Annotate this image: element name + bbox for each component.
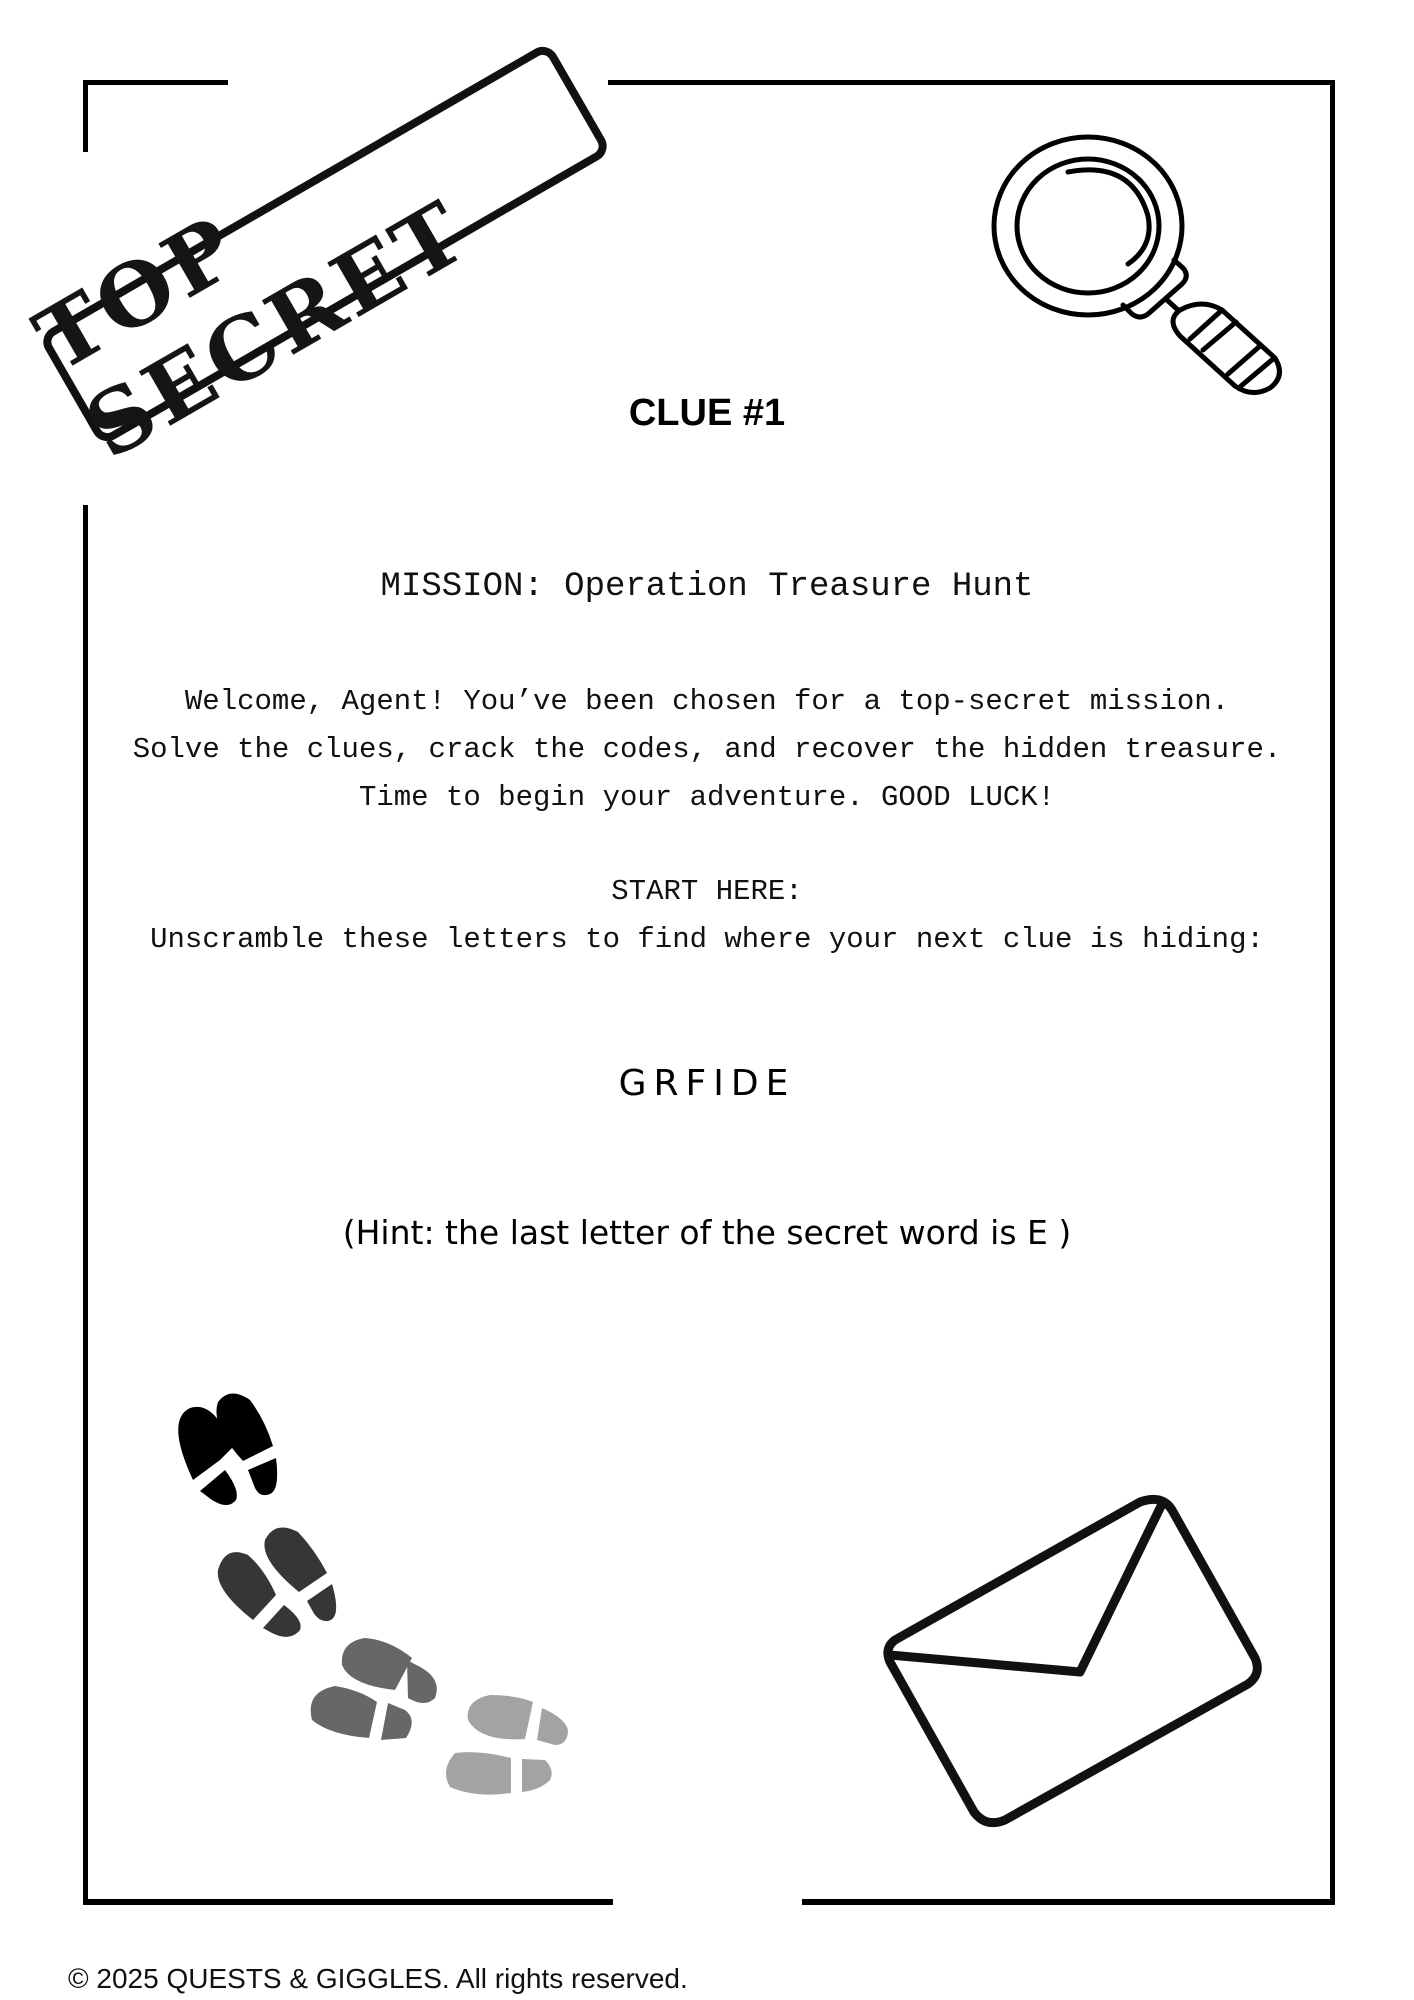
envelope-icon — [850, 1480, 1300, 1880]
hint-text: (Hint: the last letter of the secret word is E ) — [342, 1213, 1072, 1252]
footprint-pair-4 — [446, 1695, 568, 1795]
intro-line: Welcome, Agent! You’ve been chosen for a top-secret mission. — [184, 685, 1230, 718]
frame-bottom-right — [802, 1899, 1335, 1905]
frame-top-left — [83, 80, 228, 85]
footprint-pair-2 — [218, 1528, 336, 1637]
magnifying-glass-icon — [990, 130, 1280, 430]
footprints-icon — [100, 1380, 600, 1830]
scrambled-word: GRFIDE — [618, 1063, 796, 1104]
footprint-pair-1 — [178, 1393, 277, 1505]
frame-right — [1330, 80, 1335, 1905]
frame-bottom-left — [83, 1899, 613, 1905]
footprint-pair-3 — [311, 1638, 437, 1740]
intro-line: Time to begin your adventure. GOOD LUCK! — [358, 781, 1056, 814]
stamp-text: TOP SECRET — [19, 180, 485, 479]
clue-title: CLUE #1 — [628, 392, 786, 434]
mission-title: MISSION: Operation Treasure Hunt — [380, 568, 1034, 606]
intro-line: Solve the clues, crack the codes, and recover the hidden treasure. — [132, 733, 1282, 766]
frame-top-right — [608, 80, 1335, 85]
copyright-footer: © 2025 QUESTS & GIGGLES. All rights reserved. — [68, 1963, 688, 1994]
top-secret-stamp — [19, 41, 613, 479]
instructions — [70, 868, 1344, 964]
start-heading: START HERE: — [611, 875, 803, 908]
instructions-text: Unscramble these letters to find where your next clue is hiding: — [150, 923, 1264, 956]
frame-left-upper — [83, 80, 88, 152]
intro-paragraph — [70, 678, 1344, 822]
